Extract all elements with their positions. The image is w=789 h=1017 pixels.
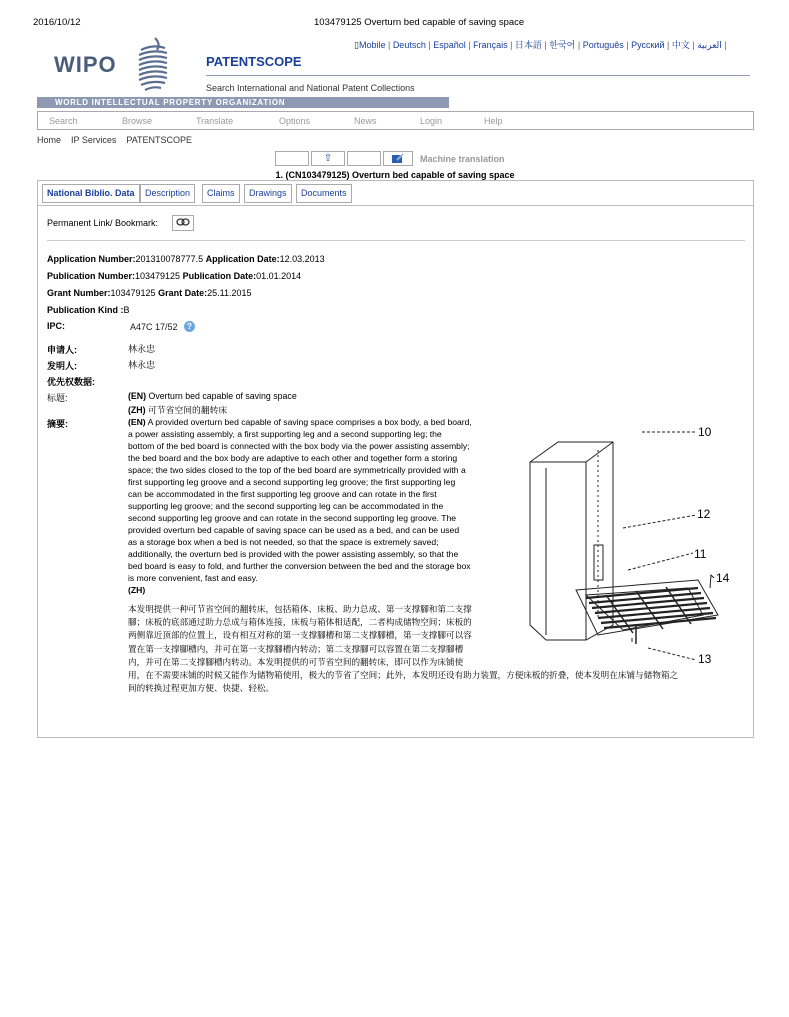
pub-kind-label: Publication Kind :: [47, 305, 124, 315]
breadcrumb-ip-services[interactable]: IP Services: [71, 135, 117, 145]
drawing-label-13: 13: [698, 652, 712, 665]
tab-documents[interactable]: Documents: [296, 184, 352, 203]
abstract-zh-line: 两侧靠近顶部的位置上，设有相互对称的第一支撑腳槽和第二支撑腳槽，第一支撑腳可以容: [128, 630, 472, 641]
application-row: [47, 254, 325, 264]
priority-label: 优先权数据:: [47, 377, 95, 387]
abstract-zh-line: 内，并可在第二支撑腳槽内转动。本发明提供的可节省空间的翻转床，即可以作为床铺使: [128, 656, 464, 667]
print-title: 103479125 Overturn bed capable of saving space: [314, 17, 525, 28]
abstract-en-tag: (EN): [128, 417, 146, 427]
abstract-label: 摘要:: [47, 419, 68, 429]
lang-chinese[interactable]: 中文: [671, 40, 690, 50]
pub-date-value: 01.01.2014: [256, 271, 302, 281]
pub-kind-value: B: [123, 305, 130, 315]
next-result-button[interactable]: [347, 151, 381, 166]
abstract-zh-line: 用，在不需要床铺的时候又能作为储物箱使用，极大的节省了空间；此外，本发明还设有助力装置，方便床板的折叠，使本发明在床铺与储物箱之: [128, 670, 679, 681]
ipc-label: IPC:: [47, 321, 65, 331]
print-date: 2016/10/12: [33, 17, 81, 28]
patent-drawing: [528, 420, 743, 665]
help-icon[interactable]: ?: [184, 321, 195, 332]
abstract-zh-line: 腳；床板的底部通过助力总成与箱体连接，床板与箱体相适配，二者构成储物空间；床板的: [128, 617, 472, 628]
nav-news[interactable]: News: [354, 116, 377, 126]
pub-date-label: Publication Date:: [182, 271, 257, 281]
machine-translation-link[interactable]: Machine translation: [420, 154, 505, 164]
abstract-en-line: A provided overturn bed capable of saving space comprises a box body, a bed board,: [147, 417, 472, 427]
title-en-tag: (EN): [128, 391, 147, 401]
nav-search[interactable]: Search: [49, 116, 78, 126]
abstract-en-line: is more convenient, fast and easy.: [128, 573, 258, 583]
applicant-label: 申请人:: [47, 345, 77, 355]
permalink-divider: [47, 240, 745, 241]
breadcrumb: [37, 135, 202, 145]
title-label: 标题:: [47, 393, 68, 403]
drawing-label-14: 14: [716, 571, 730, 585]
title-en-text: Overturn bed capable of saving space: [148, 391, 297, 401]
nav-login[interactable]: Login: [420, 116, 443, 126]
abstract-en: [128, 416, 523, 596]
tab-divider: [38, 205, 753, 206]
document-title: 1. (CN103479125) Overturn bed capable of saving space: [275, 170, 515, 180]
tab-national-biblio[interactable]: National Biblio. Data: [42, 184, 140, 203]
lang-arabic[interactable]: العربية: [697, 40, 722, 50]
lang-russian[interactable]: Русский: [631, 40, 665, 50]
breadcrumb-patentscope[interactable]: PATENTSCOPE: [126, 135, 193, 145]
tab-description[interactable]: Description: [140, 184, 195, 203]
org-bar: WORLD INTELLECTUAL PROPERTY ORGANIZATION: [37, 97, 449, 108]
header-divider: [206, 75, 750, 76]
result-toolbar: [275, 151, 525, 167]
app-date-label: Application Date:: [205, 254, 280, 264]
abstract-zh-line: 间的转换过程更加方便、快捷、轻松。: [128, 683, 275, 694]
abstract-en-line: a power assisting assembly, a first supporting leg and a second supporting leg; the: [128, 429, 442, 439]
lang-japanese[interactable]: 日本語: [514, 40, 542, 50]
title-en: [128, 391, 297, 401]
tab-claims[interactable]: Claims: [202, 184, 240, 203]
grant-number-label: Grant Number:: [47, 288, 111, 298]
link-icon[interactable]: [172, 215, 194, 231]
abstract-en-line: second supporting leg groove and can rotate in the second supporting leg groove. The: [128, 513, 457, 523]
app-number-value: 201310078777.5: [135, 254, 204, 264]
drawing-label-12: 12: [697, 507, 711, 521]
abstract-en-line: the bed board and the box body are adaptive to each other and together form a storing: [128, 453, 458, 463]
ipc-value[interactable]: A47C 17/52: [130, 322, 178, 332]
tagline: Search International and National Patent Collections: [206, 83, 415, 93]
abstract-en-line: bed board is easy to fold, and further the conversion between the bed and the storage box: [128, 561, 471, 571]
abstract-en-line: as a storage box when a bed is not needed, so that the space is extremely saved;: [128, 537, 439, 547]
tab-drawings[interactable]: Drawings: [244, 184, 292, 203]
permalink-label: Permanent Link/ Bookmark:: [47, 218, 159, 228]
abstract-en-line: bottom of the bed board is connected with the box body via the power assisting assembly;: [128, 441, 470, 451]
pub-number-label: Publication Number:: [47, 271, 136, 281]
patentscope-title[interactable]: PATENTSCOPE: [206, 54, 302, 69]
up-arrow-icon[interactable]: ⇧: [311, 151, 345, 166]
grant-date-value: 25.11.2015: [207, 288, 252, 298]
grant-row: [47, 288, 252, 298]
grant-date-label: Grant Date:: [158, 288, 208, 298]
lang-espanol[interactable]: Español: [433, 40, 466, 50]
title-zh-text: 可节省空间的翻转床: [148, 405, 228, 415]
grant-number-value: 103479125: [110, 288, 156, 298]
mobile-icon: ▯: [354, 40, 359, 50]
inventor-value: 林永忠: [128, 360, 156, 370]
edit-icon[interactable]: [383, 151, 413, 166]
publication-row: [47, 271, 301, 281]
abstract-zh-tag: (ZH): [128, 585, 146, 595]
abstract-en-line: supporting leg groove; and the second supporting leg can be accommodated in the: [128, 501, 444, 511]
breadcrumb-home[interactable]: Home: [37, 135, 62, 145]
abstract-en-line: additionally, the overturn bed is provided with the power assisting assembly, so that the: [128, 549, 459, 559]
abstract-zh-line: 置在第一支撑腳槽内，并可在第一支撑腳槽内转动；第二支撑腳可以容置在第二支撑腳槽: [128, 643, 464, 654]
title-zh-tag: (ZH): [128, 405, 146, 415]
nav-options[interactable]: Options: [279, 116, 311, 126]
inventor-label: 发明人:: [47, 361, 77, 371]
lang-francais[interactable]: Français: [473, 40, 508, 50]
pub-number-value: 103479125: [135, 271, 181, 281]
nav-translate[interactable]: Translate: [196, 116, 234, 126]
main-nav: [37, 111, 754, 130]
app-number-label: Application Number:: [47, 254, 136, 264]
drawing-label-10: 10: [698, 425, 712, 439]
nav-help[interactable]: Help: [484, 116, 503, 126]
lang-mobile[interactable]: Mobile: [358, 40, 386, 50]
pub-kind-row: [47, 305, 130, 315]
lang-deutsch[interactable]: Deutsch: [392, 40, 426, 50]
language-bar: ▯Mobile | Deutsch | Español | Français | 日本語 | 한국어 | Português | Русский | 中文 | العربية |: [354, 40, 727, 50]
nav-browse[interactable]: Browse: [122, 116, 153, 126]
abstract-zh-line: 本发明提供一种可节省空间的翻转床，包括箱体、床板、助力总成、第一支撑腳和第二支撑: [128, 604, 472, 614]
applicant-value: 林永忠: [128, 344, 156, 354]
lang-korean[interactable]: 한국어: [549, 40, 576, 50]
abstract-en-line: provided overturn bed capable of saving space can be used as a bed, and can be used: [128, 525, 460, 535]
title-zh: [128, 403, 227, 416]
abstract-en-line: first supporting leg groove and a second supporting leg groove; the first supporting leg: [128, 477, 456, 487]
lang-portuguese[interactable]: Português: [582, 40, 624, 50]
abstract-en-line: can be accommodated in the first supporting leg groove and can rotate in the first: [128, 489, 437, 499]
wipo-logo-text: WIPO: [54, 52, 117, 77]
wipo-emblem-icon: [135, 34, 171, 96]
app-date-value: 12.03.2013: [279, 254, 325, 264]
drawing-label-11: 11: [694, 547, 707, 561]
abstract-en-line: space; the two sides closed to the top of the bed board are symmetrically provided with a: [128, 465, 466, 475]
prev-result-button[interactable]: [275, 151, 309, 166]
